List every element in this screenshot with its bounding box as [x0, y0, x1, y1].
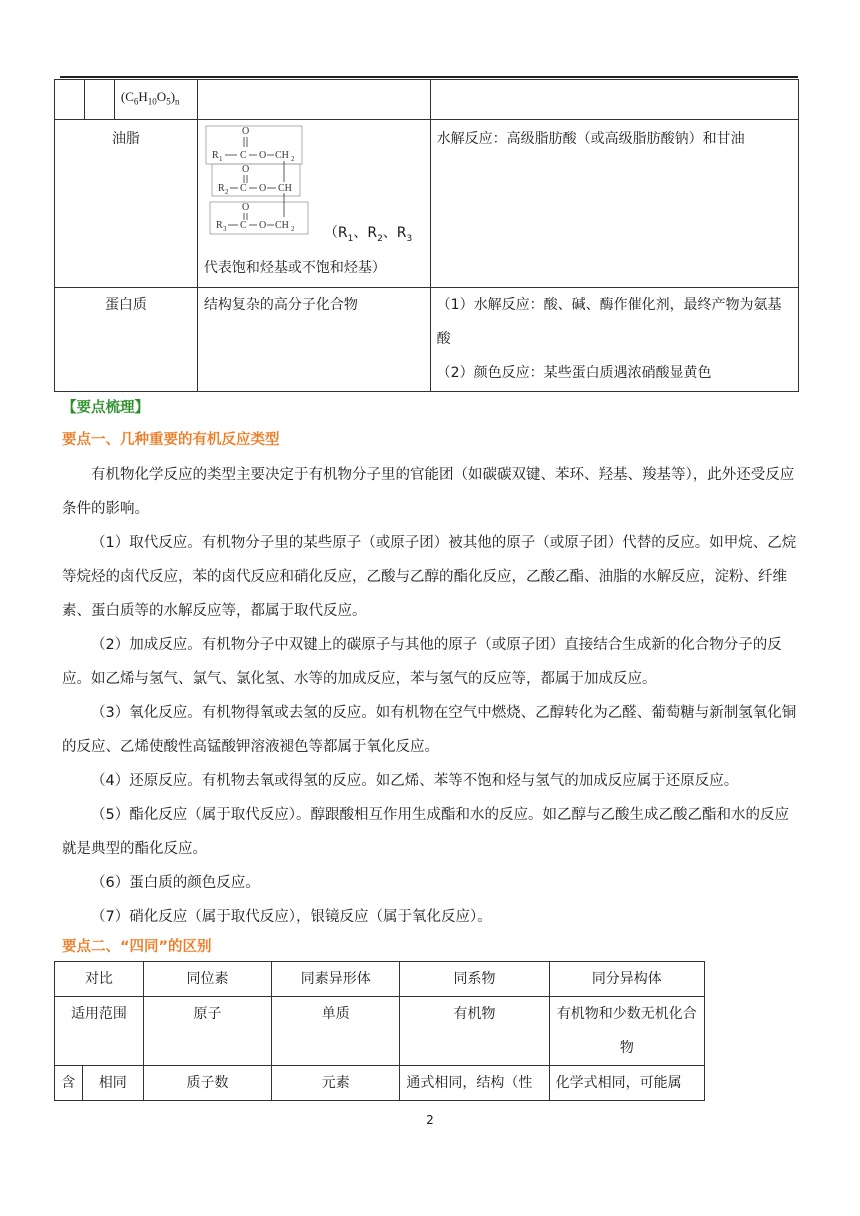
svg-text:R: R [215, 219, 223, 231]
svg-text:O: O [241, 201, 250, 213]
svg-text:C: C [239, 219, 247, 231]
column-header: 同位素 [143, 962, 271, 997]
reaction-paragraph: （7）硝化反应（属于取代反应），银镜反应（属于氧化反应）。 [91, 909, 492, 925]
table-cell: 质子数 [143, 1066, 271, 1101]
svg-text:O: O [241, 163, 250, 175]
structure-note: （$R_1$、$R_2$、$R_3$代表饱和烃基或不饱和烃基） [203, 224, 413, 277]
svg-text:R: R [211, 149, 219, 161]
point2-title: 要点二、“四同”的区别 [62, 939, 212, 955]
structure-cell [197, 119, 430, 287]
table-cell: 元素 [272, 1066, 400, 1101]
reaction-paragraph: （6）蛋白质的颜色反应。 [91, 875, 260, 891]
svg-text:C: C [239, 149, 247, 161]
table-cell: 通式相同，结构（性 [400, 1066, 549, 1101]
reaction-paragraph: （4）还原反应。有机物去氧或得氢的反应。如乙烯、苯等不饱和烃与氢气的加成反应属于还原反应。 [91, 773, 739, 789]
table-header-row [55, 962, 705, 997]
column-header: 同分异构体 [549, 962, 704, 997]
structure-cell: 结构复杂的高分子化合物 [197, 287, 430, 391]
reaction-paragraph: （1）取代反应。有机物分子里的某些原子（或原子团）被其他的原子（或原子团）代替的反应。如甲烷、乙烷等烷烃的卤代反应，苯的卤代反应和硝化反应，乙酸与乙醇的酯化反应，乙酸乙酯、油脂的水解反应，淀粉、纤维素、蛋白质等的水解反应等，都属于取代反应。 [62, 535, 797, 619]
table-cell: 化学式相同，可能属 [549, 1066, 704, 1101]
svg-text:R: R [217, 182, 225, 194]
column-header: 同系物 [400, 962, 549, 997]
formula-text: $(C_6H_{10}O_5)_n$ [120, 89, 180, 107]
reaction-paragraph: （3）氧化反应。有机物得氧或去氢的反应。如有机物在空气中燃烧、乙醇转化为乙醛、葡萄糖与新制氢氧化铜的反应、乙烯使酸性高锰酸钾溶液褪色等都属于氧化反应。 [62, 705, 797, 755]
four-same-comparison-table [54, 961, 705, 1101]
svg-text:1: 1 [218, 154, 223, 163]
svg-text:2: 2 [224, 187, 229, 196]
row-group-header: 含 [55, 1066, 83, 1101]
svg-text:O: O [258, 149, 267, 161]
row-header: 相同 [82, 1066, 143, 1101]
page-number: 2 [426, 1113, 434, 1127]
compound-name-cell: 蛋白质 [55, 287, 198, 391]
reaction-cell [430, 287, 798, 391]
organic-compounds-table [54, 79, 799, 392]
svg-text:C: C [239, 182, 247, 194]
reaction-cell: 水解反应：高级脂肪酸（或高级脂肪酸钠）和甘油 [430, 119, 798, 287]
header-rule [60, 76, 798, 78]
svg-text:CH: CH [274, 149, 289, 161]
table-row [55, 997, 705, 1066]
table-cell: 单质 [272, 997, 400, 1066]
table-cell [197, 80, 430, 120]
row-header: 适用范围 [55, 997, 144, 1066]
reaction-paragraph: （5）酯化反应（属于取代反应）。醇跟酸相互作用生成酯和水的反应。如乙醇与乙酸生成乙酸乙酯和水的反应就是典型的酯化反应。 [62, 807, 789, 857]
summary-heading: 【要点梳理】 [62, 400, 149, 416]
table-row [55, 1066, 705, 1101]
triglyceride-structure [204, 124, 324, 236]
table-cell [430, 80, 798, 120]
reaction-line: （2）颜色反应：某些蛋白质遇浓硝酸显黄色 [436, 364, 712, 381]
table-cell: 有机物和少数无机化合物 [549, 997, 704, 1066]
table-cell [84, 80, 114, 120]
table-cell: 有机物 [400, 997, 549, 1066]
reaction-line: （1）水解反应：酸、碱、酶作催化剂，最终产物为氨基酸 [436, 296, 782, 347]
table-row [55, 119, 799, 287]
point1-title: 要点一、几种重要的有机反应类型 [62, 432, 280, 448]
table-row [55, 80, 799, 120]
intro-paragraph: 有机物化学反应的类型主要决定于有机物分子里的官能团（如碳碳双键、苯环、羟基、羧基等），此外还受反应条件的影响。 [62, 467, 795, 517]
svg-text:3: 3 [222, 224, 227, 233]
column-header: 同素异形体 [272, 962, 400, 997]
svg-text:O: O [258, 182, 267, 194]
oxygen-label: O [241, 125, 250, 137]
svg-text:CH: CH [274, 219, 289, 231]
reaction-paragraph: （2）加成反应。有机物分子中双键上的碳原子与其他的原子（或原子团）直接结合生成新的化合物分子的反应。如乙烯与氢气、氯气、氯化氢、水等的加成反应，苯与氢气的反应等，都属于加成反应。 [62, 637, 782, 687]
svg-text:O: O [258, 219, 267, 231]
table-cell: 原子 [143, 997, 271, 1066]
table-cell [55, 80, 85, 120]
svg-text:CH: CH [277, 182, 292, 194]
formula-cell [114, 80, 197, 120]
compound-name-cell: 油脂 [55, 119, 198, 287]
svg-text:2: 2 [290, 224, 295, 233]
svg-text:2: 2 [290, 154, 295, 163]
column-header: 对比 [55, 962, 144, 997]
table-row [55, 287, 799, 391]
